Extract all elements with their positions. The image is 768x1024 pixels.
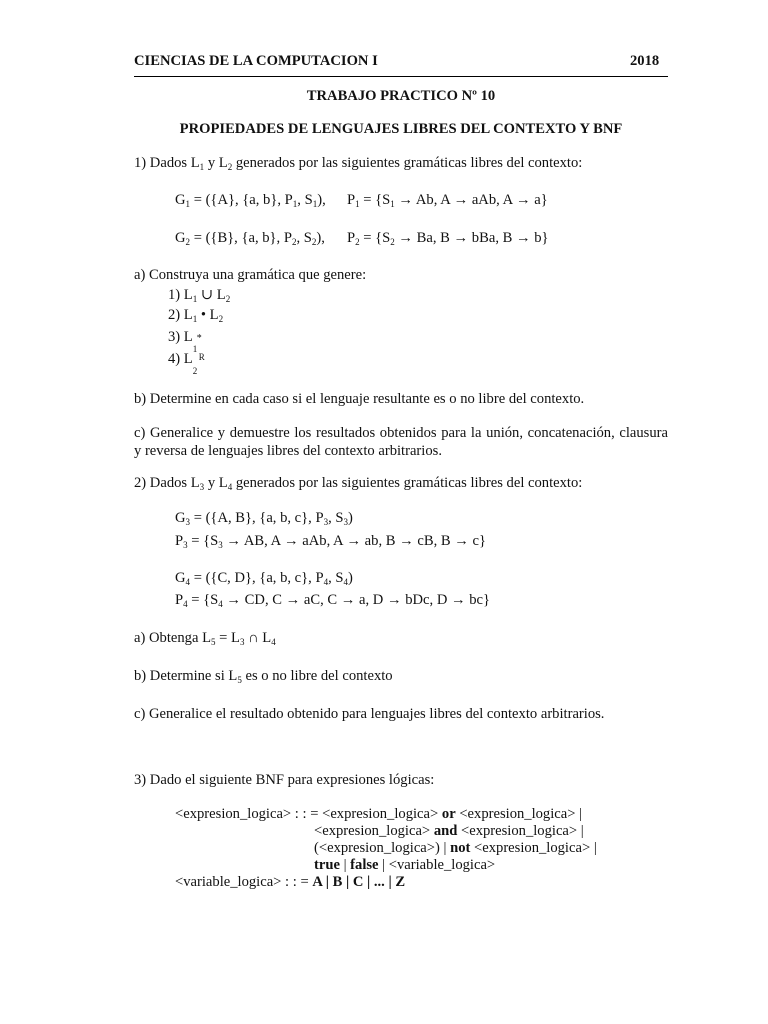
q2-intro: 2) Dados $L_3$ y $L_4$ generados por las siguientes gramáticas libres del contexto: <box>134 475 583 492</box>
q1-productions-p1: $P_1 = \{S_1 \to Ab$, A → aAb, A → a} <box>347 192 548 209</box>
q1-grammar-g2: $G_2 = (\{B\}$, {a, b}, $P_2$, $S_2$), <box>175 230 325 247</box>
q1-item-3: 3) L 1 * <box>168 329 202 354</box>
q1-item-4: 4) L 2 R <box>168 351 205 376</box>
q1-part-a: a) Construya una gramática que genere: <box>134 267 367 283</box>
bnf-line-4: true | false | <variable_logica> <box>314 857 496 873</box>
q2-productions-p3: $P_3 = \{S_3$ → AB, A → aAb, A → ab, B → cB, B → c} <box>175 533 486 550</box>
q1-part-b: b) Determine en cada caso si el lenguaje resultante es o no libre del contexto. <box>134 391 585 407</box>
page-title: TRABAJO PRACTICO Nº 10 <box>306 88 496 104</box>
q1-item-1: 1) $L_1$ ∪ $L_2$ <box>168 287 231 304</box>
q2-productions-p4: $P_4 = \{S_4$ → CD, C → aC, C → a, D → bDc, D → bc} <box>175 592 491 609</box>
q1-part-c: c) Generalice y demuestre los resultados obtenidos para la unión, concatenación, clausura y reversa de lenguajes libres del contexto arbitrarios. <box>134 425 668 459</box>
bnf-line-3: (<expresion_logica>) | not <expresion_logica> | <box>314 840 597 856</box>
q1-productions-p2: $P_2 = \{S_2 \to Ba$, B → bBa, B → b} <box>347 230 549 247</box>
q2-grammar-g3: $G_3 = (\{A$, B}, {a, b, c}, $P_3$, $S_3$) <box>175 510 353 527</box>
header-rule <box>134 76 668 77</box>
bnf-line-2: <expresion_logica> and <expresion_logica> | <box>314 823 584 839</box>
q2-grammar-g4: $G_4 = (\{C$, D}, {a, b, c}, $P_4$, $S_4$) <box>175 570 353 587</box>
q2-part-c: c) Generalice el resultado obtenido para lenguajes libres del contexto arbitrarios. <box>134 706 605 722</box>
q1-intro: 1) Dados $L_1$ y $L_2$ generados por las siguientes gramáticas libres del contexto: <box>134 155 583 172</box>
q1-item-2: 2) $L_1$ • $L_2$ <box>168 307 224 324</box>
bnf-line-5: <variable_logica> : : = A | B | C | ... | Z <box>175 874 406 890</box>
q2-part-b: b) Determine si $L_5$ es o no libre del contexto <box>134 668 393 685</box>
q1-grammar-g1: $G_1 = (\{A\}$, {a, b}, $P_1$, $S_1$), <box>175 192 326 209</box>
q3-intro: 3) Dado el siguiente BNF para expresiones lógicas: <box>134 772 435 788</box>
bnf-line-1: <expresion_logica> : : = <expresion_logica> or <expresion_logica> | <box>175 806 583 822</box>
course-title: CIENCIAS DE LA COMPUTACION I <box>134 53 378 69</box>
course-year: 2018 <box>630 53 660 69</box>
page-subtitle: PROPIEDADES DE LENGUAJES LIBRES DEL CONTEXTO Y BNF <box>179 121 623 137</box>
q2-part-a: a) Obtenga $L_5 = L_3$ ∩ $L_4$ <box>134 630 276 647</box>
